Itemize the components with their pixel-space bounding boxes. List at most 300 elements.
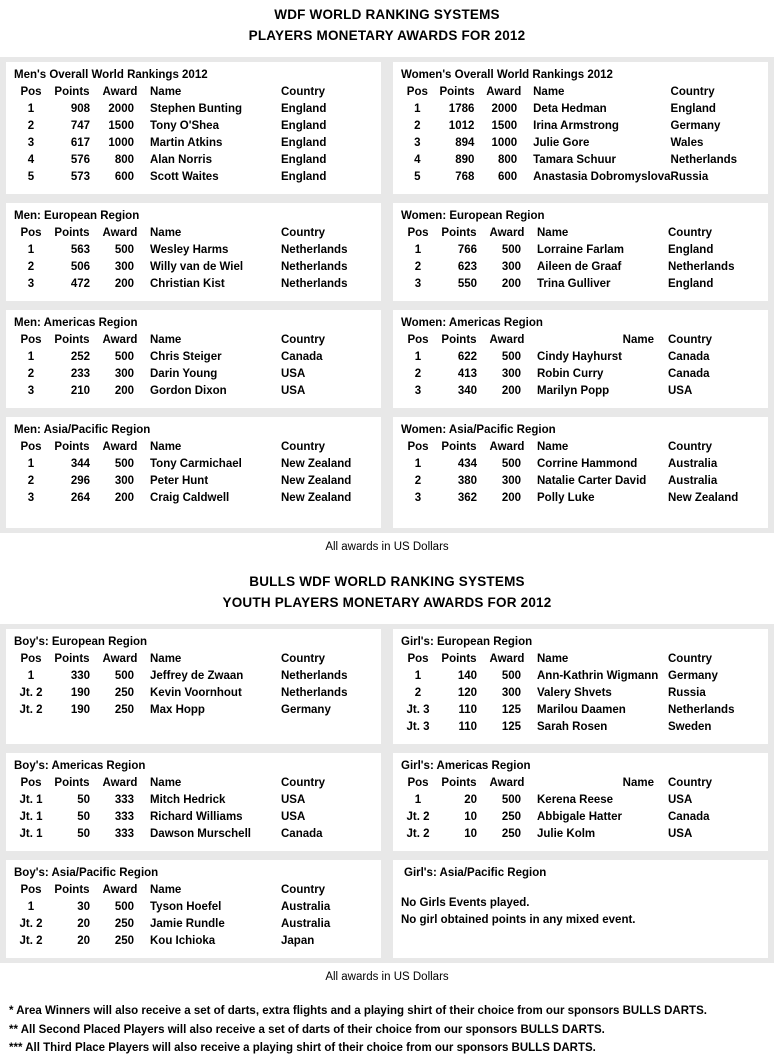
cell-pos: 3 xyxy=(414,492,422,504)
cell-points: 434 xyxy=(457,458,477,470)
col-name: Name xyxy=(150,227,182,239)
panel-girls-asia xyxy=(393,860,768,958)
cell-name: Kerena Reese xyxy=(537,794,614,806)
cell-name: Tyson Hoefel xyxy=(150,901,222,913)
cell-award: 500 xyxy=(501,670,521,682)
col-country: Country xyxy=(668,441,713,453)
table-row xyxy=(401,169,760,186)
cell-country: Canada xyxy=(668,351,710,363)
col-name: Name xyxy=(622,777,654,789)
cell-pos: 3 xyxy=(27,137,35,149)
rank-table xyxy=(14,651,373,719)
table-row xyxy=(401,473,760,490)
cell-country: England xyxy=(670,103,716,115)
cell-award: 250 xyxy=(114,935,134,947)
rank-table xyxy=(401,332,760,400)
cell-country: New Zealand xyxy=(281,492,352,504)
cell-points: 623 xyxy=(457,261,477,273)
rank-table xyxy=(401,651,760,736)
cell-award: 500 xyxy=(501,794,521,806)
cell-points: 30 xyxy=(77,901,90,913)
table-row xyxy=(14,259,373,276)
cell-country: Netherlands xyxy=(281,278,348,290)
cell-award: 250 xyxy=(114,918,134,930)
cell-pos: 5 xyxy=(414,171,421,183)
table-header-row xyxy=(401,332,760,349)
col-country: Country xyxy=(670,86,715,98)
col-pos: Pos xyxy=(20,227,42,239)
cell-pos: Jt. 2 xyxy=(19,704,43,716)
col-award: Award xyxy=(489,441,525,453)
table-row xyxy=(401,383,760,400)
table-row xyxy=(401,490,760,507)
cell-points: 110 xyxy=(458,704,477,716)
cell-name: Scott Waites xyxy=(150,171,219,183)
footnote-2: ** All Second Placed Players will also receive a set of darts of their choice from our sponsors BULLS DARTS. xyxy=(9,1023,605,1036)
panel-title: Men's Overall World Rankings 2012 xyxy=(14,69,208,81)
cell-country: Japan xyxy=(281,935,315,947)
cell-points: 20 xyxy=(77,918,90,930)
cell-name: Polly Luke xyxy=(537,492,595,504)
col-country: Country xyxy=(668,334,713,346)
col-name: Name xyxy=(537,653,569,665)
youth-title-line1: BULLS WDF WORLD RANKING SYSTEMS xyxy=(249,574,525,589)
cell-pos: 2 xyxy=(414,687,422,699)
col-country: Country xyxy=(668,777,713,789)
cell-award: 300 xyxy=(114,368,134,380)
cell-pos: 1 xyxy=(27,670,35,682)
cell-country: Netherlands xyxy=(668,704,735,716)
cell-points: 1012 xyxy=(448,120,475,132)
table-header-row xyxy=(14,439,373,456)
col-award: Award xyxy=(102,884,138,896)
table-row xyxy=(14,473,373,490)
cell-points: 50 xyxy=(77,811,90,823)
cell-name: Darin Young xyxy=(150,368,218,380)
cell-points: 576 xyxy=(70,154,90,166)
cell-name: Valery Shvets xyxy=(537,687,612,699)
cell-pos: 1 xyxy=(27,901,35,913)
cell-award: 250 xyxy=(501,811,521,823)
table-row xyxy=(401,456,760,473)
table-row xyxy=(401,719,760,736)
col-pos: Pos xyxy=(407,653,429,665)
cell-points: 210 xyxy=(70,385,90,397)
cell-country: USA xyxy=(281,811,306,823)
cell-country: Russia xyxy=(670,171,709,183)
col-points: Points xyxy=(441,334,477,346)
rank-table xyxy=(14,775,373,843)
youth-americas-row xyxy=(6,753,768,851)
col-pos: Pos xyxy=(20,884,42,896)
table-row xyxy=(14,809,373,826)
col-pos: Pos xyxy=(20,334,42,346)
table-row xyxy=(14,135,373,152)
cell-name: Tony O'Shea xyxy=(150,120,219,132)
col-country: Country xyxy=(281,227,326,239)
panel-girls-americas xyxy=(393,753,768,851)
cell-name: Julie Gore xyxy=(533,137,590,149)
panel-title: Boy's: Asia/Pacific Region xyxy=(14,867,159,879)
cell-pos: 3 xyxy=(414,278,422,290)
cell-country: Netherlands xyxy=(281,261,348,273)
cell-country: Netherlands xyxy=(281,687,348,699)
cell-points: 573 xyxy=(70,171,90,183)
cell-award: 250 xyxy=(114,704,134,716)
europe-row xyxy=(6,203,768,301)
cell-award: 600 xyxy=(114,171,134,183)
cell-award: 500 xyxy=(114,351,134,363)
cell-country: Australia xyxy=(668,475,718,487)
cell-name: Sarah Rosen xyxy=(537,721,608,733)
panel-title: Women: Asia/Pacific Region xyxy=(401,424,556,436)
cell-name: Abbigale Hatter xyxy=(537,811,622,823)
col-name: Name xyxy=(150,777,182,789)
footnote-1: * Area Winners will also receive a set of darts, extra flights and a playing shirt of their choice from our sponsors BULLS DARTS. xyxy=(9,1005,707,1017)
col-name: Name xyxy=(150,441,182,453)
main-title-line1: WDF WORLD RANKING SYSTEMS xyxy=(274,7,500,22)
cell-name: Marilyn Popp xyxy=(537,385,610,397)
cell-pos: 2 xyxy=(27,120,35,132)
table-row xyxy=(14,933,373,950)
cell-name: Peter Hunt xyxy=(150,475,209,487)
overall-row xyxy=(6,62,768,194)
cell-country: Netherlands xyxy=(281,244,348,256)
cell-pos: Jt. 3 xyxy=(406,704,430,716)
cell-points: 190 xyxy=(70,687,90,699)
cell-name: Anastasia Dobromyslova xyxy=(533,171,671,183)
cell-award: 600 xyxy=(497,171,518,183)
cell-country: Germany xyxy=(281,704,331,716)
col-name: Name xyxy=(622,334,654,346)
col-points: Points xyxy=(54,86,90,98)
cell-pos: 1 xyxy=(27,351,35,363)
cell-award: 250 xyxy=(501,828,521,840)
col-points: Points xyxy=(439,86,475,98)
cell-points: 140 xyxy=(457,670,477,682)
rank-table xyxy=(14,225,373,293)
cell-points: 190 xyxy=(70,704,90,716)
panel-women-overall xyxy=(393,62,768,194)
cell-country: England xyxy=(281,171,327,183)
cell-award: 200 xyxy=(501,385,521,397)
cell-name: Alan Norris xyxy=(150,154,212,166)
cell-award: 125 xyxy=(501,704,521,716)
panel-women-europe xyxy=(393,203,768,301)
cell-award: 300 xyxy=(501,261,521,273)
cell-award: 200 xyxy=(501,492,521,504)
cell-award: 500 xyxy=(501,458,521,470)
cell-name: Cindy Hayhurst xyxy=(537,351,622,363)
cell-name: Jamie Rundle xyxy=(150,918,225,930)
panel-boys-americas xyxy=(6,753,381,851)
table-header-row xyxy=(401,775,760,792)
cell-award: 500 xyxy=(114,670,134,682)
cell-award: 500 xyxy=(114,244,134,256)
cell-name: Wesley Harms xyxy=(150,244,229,256)
cell-points: 20 xyxy=(464,794,477,806)
table-row xyxy=(401,118,760,135)
cell-country: Canada xyxy=(281,828,323,840)
cell-pos: 1 xyxy=(414,458,422,470)
cell-name: Tony Carmichael xyxy=(150,458,242,470)
col-award: Award xyxy=(489,334,525,346)
table-header-row xyxy=(14,651,373,668)
cell-country: USA xyxy=(281,385,306,397)
cell-award: 333 xyxy=(114,828,134,840)
col-country: Country xyxy=(668,653,713,665)
panel-title: Girl's: Americas Region xyxy=(401,760,531,772)
cell-points: 20 xyxy=(77,935,90,947)
cell-pos: Jt. 1 xyxy=(19,811,43,823)
cell-name: Willy van de Wiel xyxy=(150,261,244,273)
cell-name: Kou Ichioka xyxy=(150,935,216,947)
cell-country: Australia xyxy=(281,901,331,913)
caption-adults: All awards in US Dollars xyxy=(325,541,449,553)
cell-name: Natalie Carter David xyxy=(537,475,647,487)
col-name: Name xyxy=(150,86,182,98)
table-row xyxy=(401,135,760,152)
panel-title: Boy's: European Region xyxy=(14,636,148,648)
cell-points: 766 xyxy=(457,244,477,256)
footnotes-block xyxy=(0,985,774,1058)
cell-award: 333 xyxy=(114,811,134,823)
panel-title: Girl's: European Region xyxy=(401,636,533,648)
cell-points: 50 xyxy=(77,794,90,806)
cell-pos: 1 xyxy=(27,458,35,470)
cell-pos: 2 xyxy=(27,261,35,273)
col-pos: Pos xyxy=(407,441,429,453)
table-row xyxy=(401,792,760,809)
note-spacer xyxy=(401,882,760,895)
cell-pos: 2 xyxy=(414,368,422,380)
col-country: Country xyxy=(281,653,326,665)
cell-country: England xyxy=(668,278,714,290)
table-row xyxy=(14,456,373,473)
col-points: Points xyxy=(441,441,477,453)
cell-name: Christian Kist xyxy=(150,278,225,290)
col-pos: Pos xyxy=(407,227,429,239)
cell-country: Russia xyxy=(668,687,706,699)
cell-pos: 1 xyxy=(414,103,421,115)
cell-pos: Jt. 2 xyxy=(406,811,430,823)
col-award: Award xyxy=(489,227,525,239)
table-row xyxy=(401,685,760,702)
col-country: Country xyxy=(281,86,326,98)
cell-country: Canada xyxy=(281,351,323,363)
cell-pos: Jt. 3 xyxy=(406,721,430,733)
cell-points: 233 xyxy=(70,368,90,380)
table-row xyxy=(401,152,760,169)
cell-name: Deta Hedman xyxy=(533,103,607,115)
panel-title: Women: European Region xyxy=(401,210,545,222)
cell-name: Lorraine Farlam xyxy=(537,244,624,256)
caption-youth: All awards in US Dollars xyxy=(325,971,449,983)
cell-country: Wales xyxy=(670,137,704,149)
table-header-row xyxy=(401,439,760,456)
col-country: Country xyxy=(281,884,326,896)
table-row xyxy=(14,899,373,916)
col-points: Points xyxy=(54,884,90,896)
rank-table xyxy=(401,84,760,186)
table-row xyxy=(401,702,760,719)
col-pos: Pos xyxy=(20,86,42,98)
cell-award: 800 xyxy=(497,154,518,166)
table-row xyxy=(14,101,373,118)
cell-name: Irina Armstrong xyxy=(533,120,619,132)
col-points: Points xyxy=(441,227,477,239)
col-points: Points xyxy=(441,777,477,789)
cell-pos: 3 xyxy=(414,137,421,149)
cell-points: 622 xyxy=(457,351,477,363)
col-pos: Pos xyxy=(20,653,42,665)
panel-men-asia xyxy=(6,417,381,528)
col-points: Points xyxy=(54,777,90,789)
cell-pos: 5 xyxy=(27,171,35,183)
table-row xyxy=(401,809,760,826)
col-points: Points xyxy=(54,334,90,346)
rank-table xyxy=(14,332,373,400)
cell-points: 413 xyxy=(457,368,477,380)
cell-pos: 1 xyxy=(414,670,422,682)
cell-country: New Zealand xyxy=(281,458,352,470)
cell-points: 110 xyxy=(458,721,477,733)
col-pos: Pos xyxy=(407,334,429,346)
cell-award: 125 xyxy=(501,721,521,733)
cell-points: 908 xyxy=(70,103,90,115)
main-title-block xyxy=(0,0,774,46)
rank-table xyxy=(401,775,760,843)
youth-asia-row xyxy=(6,860,768,958)
cell-name: Robin Curry xyxy=(537,368,604,380)
cell-country: Australia xyxy=(668,458,718,470)
cell-pos: Jt. 2 xyxy=(406,828,430,840)
cell-points: 340 xyxy=(457,385,477,397)
cell-pos: 2 xyxy=(414,475,422,487)
cell-country: Netherlands xyxy=(281,670,348,682)
cell-name: Aileen de Graaf xyxy=(537,261,622,273)
panel-women-asia xyxy=(393,417,768,528)
rank-table xyxy=(401,225,760,293)
cell-country: USA xyxy=(281,368,306,380)
cell-award: 300 xyxy=(501,368,521,380)
cell-points: 10 xyxy=(464,828,477,840)
cell-points: 344 xyxy=(70,458,90,470)
cell-points: 1786 xyxy=(448,103,475,115)
cell-award: 200 xyxy=(501,278,521,290)
col-award: Award xyxy=(102,227,138,239)
cell-pos: Jt. 2 xyxy=(19,918,43,930)
cell-pos: 2 xyxy=(414,120,421,132)
table-row xyxy=(401,668,760,685)
rank-table xyxy=(401,439,760,507)
cell-award: 1000 xyxy=(491,137,518,149)
col-pos: Pos xyxy=(407,777,429,789)
cell-country: England xyxy=(281,154,327,166)
col-points: Points xyxy=(54,653,90,665)
col-country: Country xyxy=(281,334,326,346)
col-name: Name xyxy=(150,334,182,346)
table-row xyxy=(14,826,373,843)
panel-title: Boy's: Americas Region xyxy=(14,760,146,772)
table-row xyxy=(14,685,373,702)
cell-pos: 2 xyxy=(414,261,422,273)
cell-points: 264 xyxy=(70,492,90,504)
cell-award: 200 xyxy=(114,492,134,504)
panel-filler xyxy=(401,929,760,943)
table-row xyxy=(14,349,373,366)
panel-men-americas xyxy=(6,310,381,408)
panel-title: Men: Asia/Pacific Region xyxy=(14,424,151,436)
cell-points: 50 xyxy=(77,828,90,840)
rank-table xyxy=(14,882,373,950)
cell-points: 296 xyxy=(70,475,90,487)
table-header-row xyxy=(401,225,760,242)
cell-country: USA xyxy=(668,385,693,397)
col-name: Name xyxy=(150,653,182,665)
cell-name: Mitch Hedrick xyxy=(150,794,226,806)
cell-country: England xyxy=(281,137,327,149)
table-row xyxy=(14,242,373,259)
cell-points: 10 xyxy=(464,811,477,823)
cell-pos: 1 xyxy=(414,351,422,363)
cell-pos: 1 xyxy=(414,794,422,806)
cell-points: 563 xyxy=(70,244,90,256)
table-row xyxy=(14,702,373,719)
table-header-row xyxy=(14,84,373,101)
cell-country: Germany xyxy=(670,120,721,132)
cell-award: 2000 xyxy=(491,103,518,115)
table-header-row xyxy=(14,332,373,349)
cell-points: 362 xyxy=(457,492,477,504)
table-row xyxy=(14,916,373,933)
cell-award: 200 xyxy=(114,385,134,397)
cell-points: 472 xyxy=(70,278,90,290)
cell-pos: 1 xyxy=(414,244,422,256)
cell-country: Germany xyxy=(668,670,718,682)
col-pos: Pos xyxy=(20,777,42,789)
cell-name: Dawson Murschell xyxy=(150,828,251,840)
cell-name: Marilou Daamen xyxy=(537,704,626,716)
cell-name: Julie Kolm xyxy=(537,828,596,840)
col-name: Name xyxy=(150,884,182,896)
cell-award: 1500 xyxy=(108,120,134,132)
cell-name: Richard Williams xyxy=(150,811,243,823)
panel-title: Girl's: Asia/Pacific Region xyxy=(404,867,547,879)
col-award: Award xyxy=(102,334,138,346)
cell-award: 200 xyxy=(114,278,134,290)
table-header-row xyxy=(401,651,760,668)
cell-award: 250 xyxy=(114,687,134,699)
panel-title: Men: European Region xyxy=(14,210,140,222)
cell-award: 300 xyxy=(501,475,521,487)
cell-name: Corrine Hammond xyxy=(537,458,638,470)
cell-points: 617 xyxy=(70,137,90,149)
cell-pos: 3 xyxy=(27,385,35,397)
cell-name: Max Hopp xyxy=(150,704,205,716)
cell-award: 300 xyxy=(501,687,521,699)
cell-points: 380 xyxy=(457,475,477,487)
col-name: Name xyxy=(537,441,569,453)
table-row xyxy=(401,101,760,118)
panel-title: Men: Americas Region xyxy=(14,317,138,329)
panel-title: Women: Americas Region xyxy=(401,317,543,329)
panel-women-americas xyxy=(393,310,768,408)
cell-award: 1000 xyxy=(108,137,134,149)
rank-table xyxy=(14,439,373,507)
panel-men-europe xyxy=(6,203,381,301)
cell-pos: 1 xyxy=(27,103,35,115)
